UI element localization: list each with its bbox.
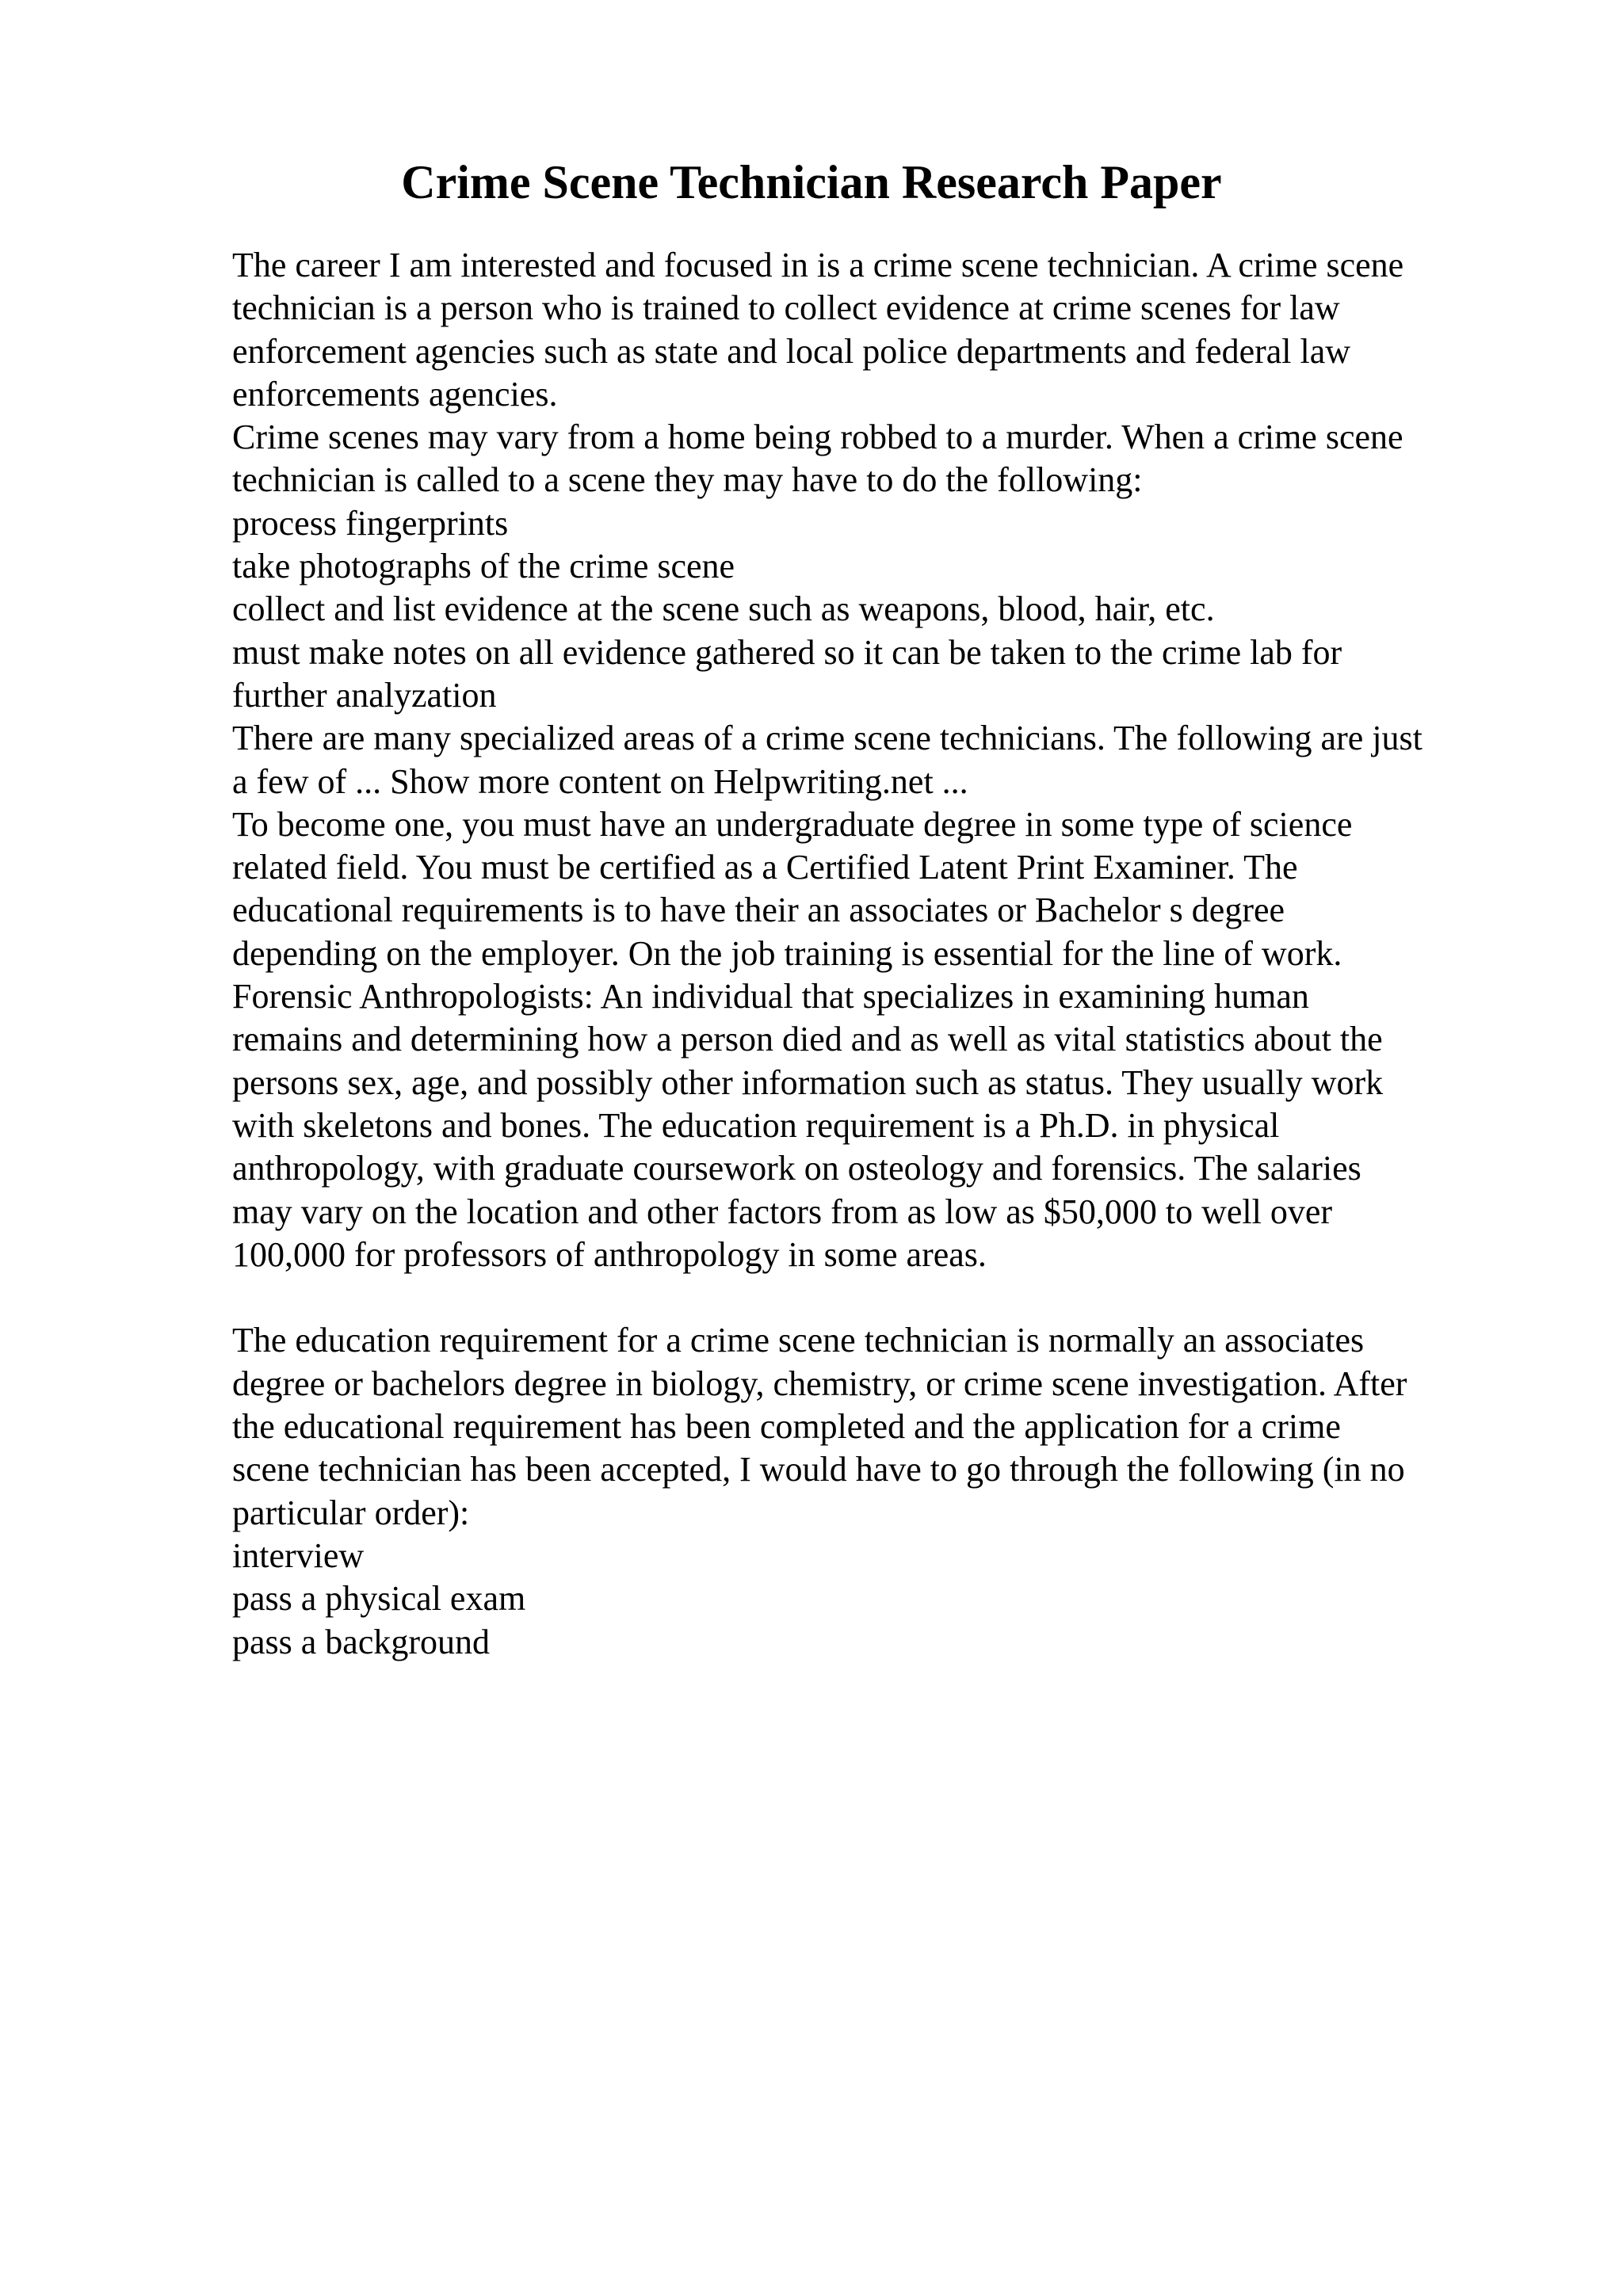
list-item: interview — [232, 1535, 365, 1575]
text-line: To become one, you must have an undergraduate degree in some type of science — [232, 804, 1353, 844]
text-line: may vary on the location and other factors from as low as $50,000 to well over — [232, 1192, 1333, 1231]
text-line: related field. You must be certified as a Certified Latent Print Examiner. The — [232, 848, 1298, 887]
text-line: educational requirements is to have their an associates or Bachelor s degree — [232, 891, 1285, 930]
text-line: The education requirement for a crime scene technician is normally an associates — [232, 1321, 1365, 1360]
text-line: enforcement agencies such as state and local police departments and federal law — [232, 331, 1351, 371]
text-line: Forensic Anthropologists: An individual that specializes in examining human — [232, 977, 1309, 1016]
paragraph-gap — [232, 1276, 1516, 1319]
list-item: pass a physical exam — [232, 1579, 526, 1619]
text-line: anthropology, with graduate coursework on osteology and forensics. The salaries — [232, 1149, 1361, 1188]
text-line: particular order): — [232, 1493, 470, 1532]
list-item: collect and list evidence at the scene such as weapons, blood, hair, etc. — [232, 589, 1215, 629]
text-line: persons sex, age, and possibly other information such as status. They usually work — [232, 1062, 1384, 1102]
text-line: 100,000 for professors of anthropology in some areas. — [232, 1234, 987, 1274]
text-line: There are many specialized areas of a crime scene technicians. The following are just — [232, 719, 1423, 758]
text-line: depending on the employer. On the job training is essential for the line of work. — [232, 933, 1342, 973]
text-line: The career I am interested and focused in is a crime scene technician. A crime scene — [232, 246, 1404, 284]
document-title: Crime Scene Technician Research Paper — [401, 156, 1222, 208]
list-item: further analyzation — [232, 675, 497, 715]
text-line: a few of ... Show more content on Helpwriting.net ... — [232, 761, 968, 801]
list-item: pass a background — [232, 1622, 491, 1661]
text-line: technician is called to a scene they may have to do the following: — [232, 460, 1143, 500]
list-item: process fingerprints — [232, 503, 509, 543]
text-line: the educational requirement has been completed and the application for a crime — [232, 1407, 1341, 1447]
text-line: with skeletons and bones. The education requirement is a Ph.D. in physical — [232, 1105, 1280, 1145]
text-line: degree or bachelors degree in biology, chemistry, or crime scene investigation. After — [232, 1363, 1407, 1403]
list-item: take photographs of the crime scene — [232, 547, 735, 586]
text-line: technician is a person who is trained to collect evidence at crime scenes for law — [232, 288, 1340, 328]
list-item: must make notes on all evidence gathered so it can be taken to the crime lab for — [232, 632, 1342, 672]
document-body — [232, 244, 1516, 1664]
text-line: scene technician has been accepted, I would have to go through the following (in no — [232, 1450, 1405, 1489]
text-line: Crime scenes may vary from a home being robbed to a murder. When a crime scene — [232, 418, 1403, 457]
text-line: enforcements agencies. — [232, 374, 558, 414]
text-line: remains and determining how a person died and as well as vital statistics about the — [232, 1020, 1383, 1059]
